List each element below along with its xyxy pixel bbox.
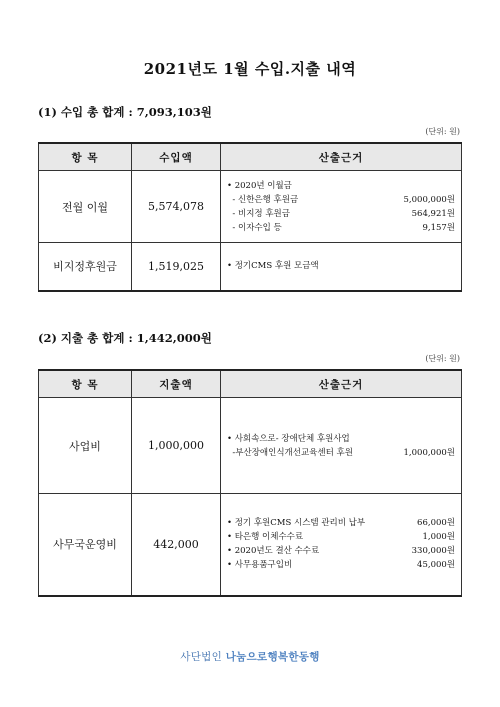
expense-col-item: 항 목 bbox=[39, 370, 132, 398]
expense-col-amount: 지출액 bbox=[132, 370, 221, 398]
footer-prefix: 사단법인 bbox=[180, 651, 226, 663]
expense-header-row bbox=[39, 370, 462, 398]
table-row bbox=[39, 171, 462, 243]
row-item: 전월 이월 bbox=[39, 171, 132, 243]
income-unit-label: (단위: 원) bbox=[425, 127, 460, 136]
expense-col-basis: 산출근거 bbox=[221, 370, 462, 398]
basis-line: • 사무용품구입비 45,000원 bbox=[227, 560, 455, 571]
table-row bbox=[39, 494, 462, 596]
basis-line: • 사회속으로- 장애단체 후원사업 bbox=[227, 433, 350, 444]
expense-unit-label: (단위: 원) bbox=[425, 354, 460, 363]
table-row bbox=[39, 243, 462, 291]
income-col-amount: 수입액 bbox=[132, 143, 221, 171]
income-col-item: 항 목 bbox=[39, 143, 132, 171]
expense-heading: (2) 지출 총 합계 : 1,442,000원 bbox=[38, 331, 212, 345]
income-header-row bbox=[39, 143, 462, 171]
basis-line: - 비지정 후원금 564,921원 bbox=[227, 208, 455, 219]
basis-line: • 2020년도 결산 수수료 330,000원 bbox=[227, 546, 455, 557]
row-basis bbox=[221, 171, 462, 243]
basis-line: - 신한은행 후원금 5,000,000원 bbox=[227, 194, 455, 205]
expense-table bbox=[38, 369, 462, 597]
row-basis bbox=[221, 243, 462, 291]
row-item: 비지정후원금 bbox=[39, 243, 132, 291]
row-basis bbox=[221, 494, 462, 596]
basis-line: -부산장애인식개선교육센터 후원 1,000,000원 bbox=[227, 447, 455, 458]
row-item: 사업비 bbox=[39, 398, 132, 494]
table-row bbox=[39, 398, 462, 494]
basis-line: • 정기 후원CMS 시스템 관리비 납부 66,000원 bbox=[227, 518, 455, 529]
row-amount: 1,000,000 bbox=[132, 398, 221, 494]
row-item: 사무국운영비 bbox=[39, 494, 132, 596]
income-col-basis: 산출근거 bbox=[221, 143, 462, 171]
row-amount: 5,574,078 bbox=[132, 171, 221, 243]
page-title: 2021년도 1월 수입.지출 내역 bbox=[143, 60, 357, 78]
row-amount: 442,000 bbox=[132, 494, 221, 596]
income-table bbox=[38, 142, 462, 292]
basis-line: - 이자수입 등 9,157원 bbox=[227, 222, 455, 233]
basis-line: • 정기CMS 후원 모금액 bbox=[227, 261, 319, 272]
organization-name: 나눔으로행복한동행 bbox=[225, 651, 320, 663]
basis-line: • 타은행 이체수수료 1,000원 bbox=[227, 532, 455, 543]
basis-line: • 2020년 이월금 bbox=[227, 180, 292, 191]
row-basis bbox=[221, 398, 462, 494]
income-heading: (1) 수입 총 합계 : 7,093,103원 bbox=[38, 105, 212, 119]
organization-footer bbox=[0, 649, 500, 664]
row-amount: 1,519,025 bbox=[132, 243, 221, 291]
